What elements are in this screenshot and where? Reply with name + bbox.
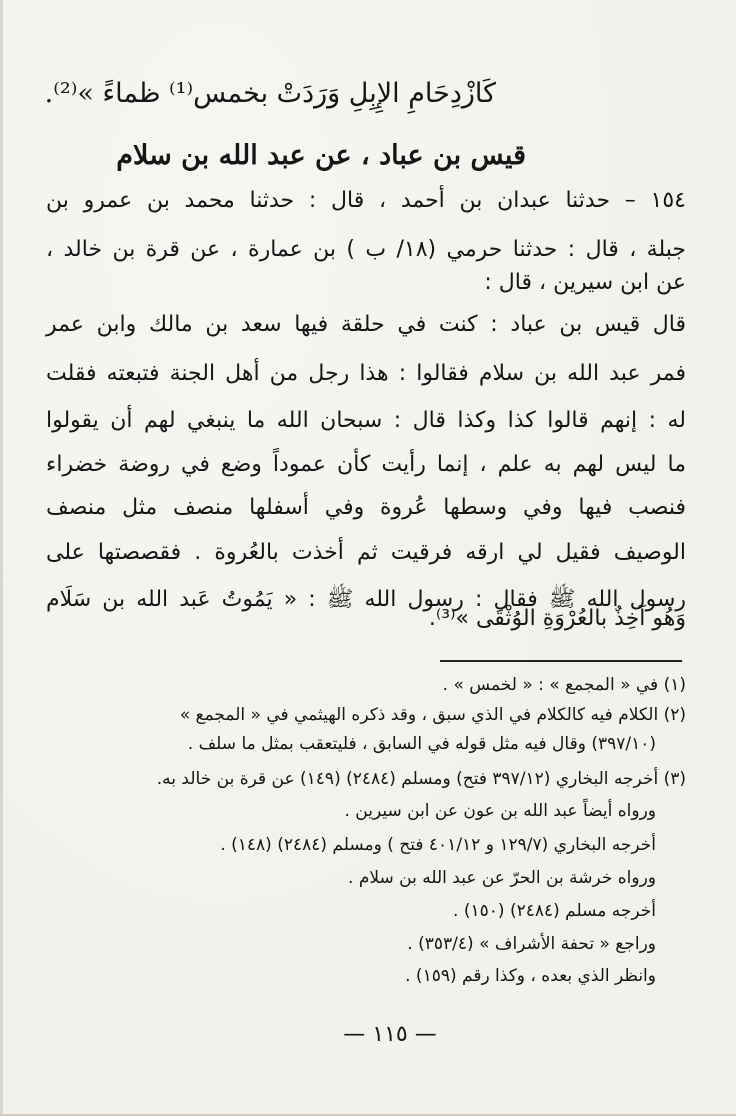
scan-edge [0, 0, 3, 1116]
text-line: ما ليس لهم به علم ، إنما رأيت كأن عموداً وضع في روضة خضراء [46, 452, 686, 477]
text-line: الوصيف فقيل لي ارقه فرقيت ثم أخذت بالعُروة . فقصصتها على [46, 540, 686, 565]
footnote-line: ورواه خرشة بن الحرّ عن عبد الله بن سلام . [348, 868, 656, 888]
footnote-line: وانظر الذي بعده ، وكذا رقم (١٥٩) . [405, 966, 656, 986]
text-line: رسول الله ﷺ فقال : رسول الله ﷺ : « يَمُوتُ عَبد الله بن سَلَام [46, 587, 686, 612]
section-heading: قيس بن عباد ، عن عبد الله بن سلام [116, 140, 526, 171]
verse-line: كَازْدِحَامِ الإِبِلِ وَرَدَتْ بخمس⁽¹⁾ ظماءً »⁽²⁾. [44, 78, 496, 109]
text-line: قال قيس بن عباد : كنت في حلقة فيها سعد بن مالك وابن عمر [46, 312, 686, 337]
footnote-separator [440, 660, 682, 662]
footnote-line: (٣٩٧/١٠) وقال فيه مثل قوله في السابق ، فليتعقب بمثل ما سلف . [187, 734, 656, 754]
footnote-line: أخرجه مسلم (٢٤٨٤) (١٥٠) . [453, 901, 656, 921]
footnote-line: (٣) أخرجه البخاري (٣٩٧/١٢ فتح) ومسلم (٢٤٨٤) (١٤٩) عن قرة بن خالد به. [156, 769, 686, 789]
text-line: وَهُو آخِذٌ بالعُرْوَةِ الوُثْقَى »⁽³⁾. [428, 606, 686, 631]
text-line: عن ابن سيرين ، قال : [484, 270, 686, 295]
footnote-line: (١) في « المجمع » : « لخمس » . [442, 675, 686, 695]
footnote-line: (٢) الكلام فيه كالكلام في الذي سبق ، وقد ذكره الهيثمي في « المجمع » [179, 705, 686, 725]
footnote-line: أخرجه البخاري (١٢٩/٧ و ٤٠١/١٢ فتح ) ومسلم (٢٤٨٤) (١٤٨) . [220, 835, 656, 855]
page-number: — ١١٥ — [343, 1022, 437, 1047]
text-line: فنصب فيها وفي وسطها عُروة وفي أسفلها منصف مثل منصف [46, 495, 686, 520]
text-line: فمر عبد الله بن سلام فقالوا : هذا رجل من أهل الجنة فتبعته فقلت [46, 361, 686, 386]
text-line: جبلة ، قال : حدثنا حرمي (١٨/ ب ) بن عمارة ، عن قرة بن خالد ، [46, 237, 687, 262]
text-line: ١٥٤ – حدثنا عبدان بن أحمد ، قال : حدثنا محمد بن عمرو بن [46, 188, 686, 213]
footnote-line: وراجع « تحفة الأشراف » (٣٥٣/٤) . [407, 934, 656, 954]
footnote-line: ورواه أيضاً عبد الله بن عون عن ابن سيرين . [344, 801, 656, 821]
text-line: له : إنهم قالوا كذا وكذا قال : سبحان الله ما ينبغي لهم أن يقولوا [46, 408, 686, 433]
